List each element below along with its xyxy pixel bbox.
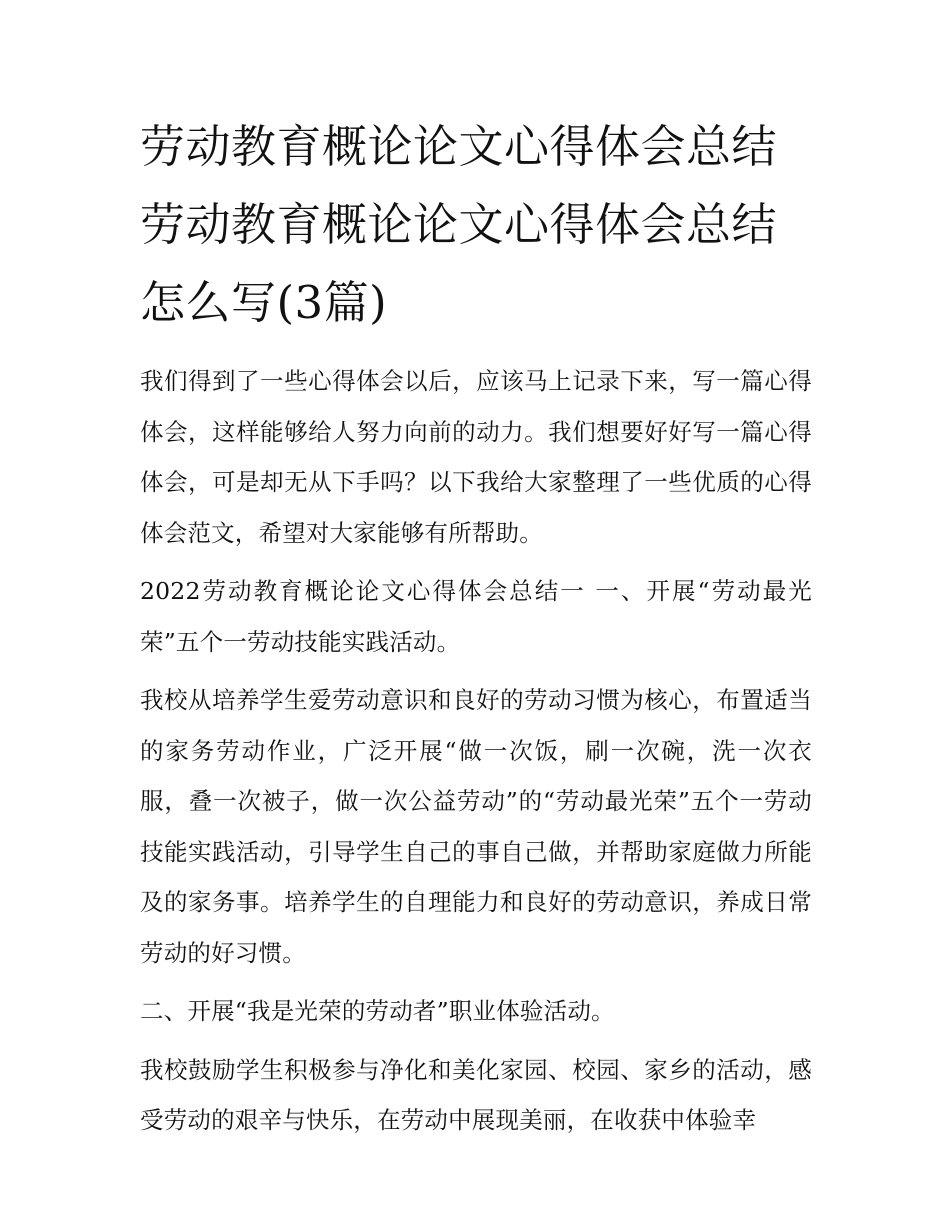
section-one-body: 我校从培养学生爱劳动意识和良好的劳动习惯为核心，布置适当的家务劳动作业，广泛开展“做一次饭，刷一次碗，洗一次衣服，叠一次被子，做一次公益劳动”的“劳动最光荣”五个一劳动技能实践活动，引导学生自己的事自己做，并帮助家庭做力所能及的家务事。培养学生的自理能力和良好的劳动意识，养成日常劳动的好习惯。 [140,686,812,967]
document-title: 劳动教育概论论文心得体会总结 劳动教育概论论文心得体会总结怎么写(3篇) [140,120,778,329]
intro-paragraph: 我们得到了一些心得体会以后，应该马上记录下来，写一篇心得体会，这样能够给人努力向前的动力。我们想要好好写一篇心得体会，可是却无从下手吗？以下我给大家整理了一些优质的心得体会范文，希望对大家能够有所帮助。 [140,367,812,547]
document-page [140,108,812,1154]
section-two-body: 我校鼓励学生积极参与净化和美化家园、校园、家乡的活动，感受劳动的艰辛与快乐，在劳动中展现美丽，在收获中体验幸 [140,1055,812,1134]
section-one-heading: 2022劳动教育概论论文心得体会总结一 一、开展“劳动最光荣”五个一劳动技能实践活动。 [140,577,812,656]
section-two-heading: 二、开展“我是光荣的劳动者”职业体验活动。 [140,997,615,1025]
